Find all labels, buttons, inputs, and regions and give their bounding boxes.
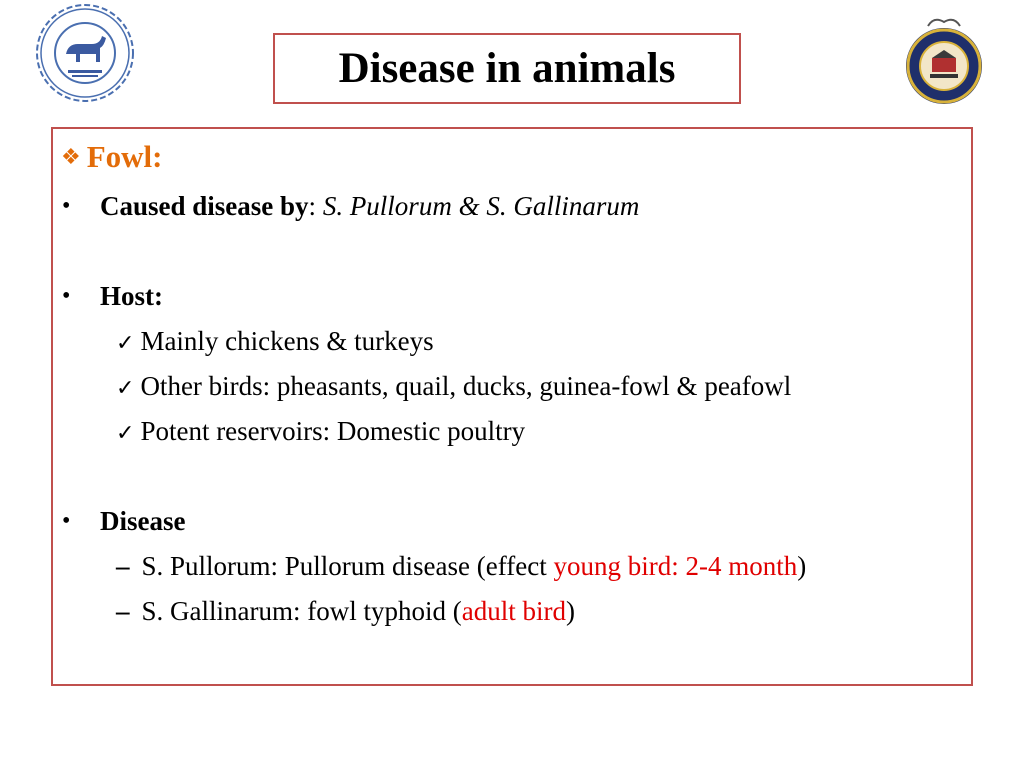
host-item <box>116 325 434 360</box>
checkmark-icon: ✓ <box>116 331 135 356</box>
disease-item-prefix: S. Pullorum: Pullorum disease (effect <box>141 551 554 581</box>
bullet-icon: • <box>62 193 71 219</box>
host-line <box>100 280 163 312</box>
checkmark-icon: ✓ <box>116 421 135 446</box>
host-item <box>116 415 525 450</box>
heading-fowl: Fowl: <box>86 139 163 174</box>
disease-label: Disease <box>100 506 186 536</box>
caused-label: Caused disease by <box>100 191 309 221</box>
section-heading <box>61 141 163 174</box>
disease-item-suffix: ) <box>565 596 575 626</box>
disease-line <box>100 505 185 537</box>
disease-item-prefix: S. Gallinarum: fowl typhoid ( <box>141 596 462 626</box>
dash-bullet-icon: – <box>116 596 130 626</box>
disease-item <box>116 550 806 582</box>
dash-bullet-icon: – <box>116 551 130 581</box>
host-label: Host: <box>100 281 163 311</box>
host-item <box>116 370 791 405</box>
college-seal-logo <box>902 12 986 108</box>
caused-line <box>100 190 639 222</box>
disease-item-highlight: adult bird <box>461 596 566 626</box>
checkmark-icon: ✓ <box>116 376 135 401</box>
title-box <box>273 33 741 104</box>
caused-separator: : <box>308 191 323 221</box>
university-logo <box>34 2 136 104</box>
bullet-icon: • <box>62 508 71 534</box>
disease-item <box>116 595 575 627</box>
host-item-text: Other birds: pheasants, quail, ducks, guinea-fowl & peafowl <box>140 371 792 401</box>
diamond-bullet-icon: ❖ <box>61 144 81 169</box>
caused-value: S. Pullorum & S. Gallinarum <box>322 191 640 221</box>
host-item-text: Potent reservoirs: Domestic poultry <box>140 416 526 446</box>
disease-item-suffix: ) <box>797 551 807 581</box>
disease-item-highlight: young bird: 2-4 month <box>553 551 798 581</box>
page-title: Disease in animals <box>338 45 676 92</box>
bullet-icon: • <box>62 283 71 309</box>
host-item-text: Mainly chickens & turkeys <box>140 326 434 356</box>
